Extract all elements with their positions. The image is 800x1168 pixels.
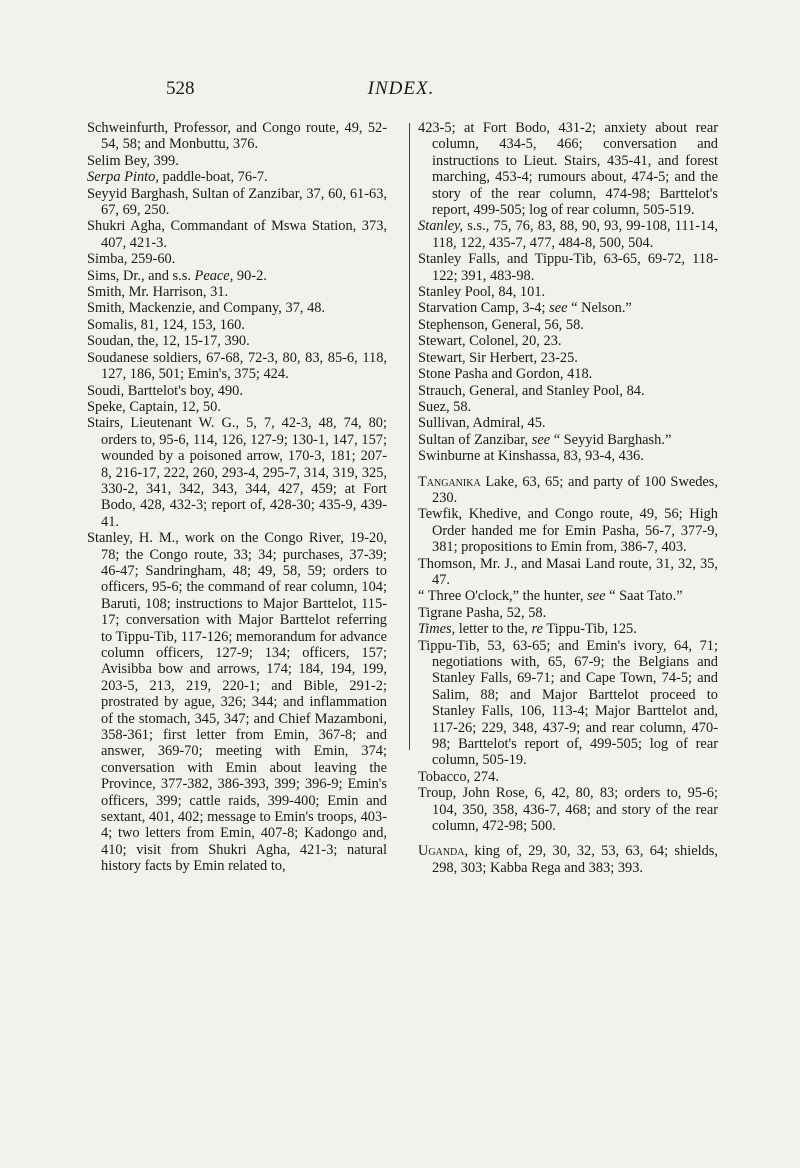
entry-text: Stewart, Sir Herbert, 23-25. (418, 349, 578, 366)
index-entry (87, 399, 387, 415)
index-entry (87, 333, 387, 349)
entry-text: Somalis, 81, 124, 153, 160. (87, 316, 245, 333)
entry-text: Uganda, (418, 843, 469, 860)
entry-text: Swinburne at Kinshassa, 83, 93-4, 436. (418, 448, 644, 465)
entry-text: “ Saat Tato.” (605, 588, 683, 605)
index-entry (87, 350, 387, 383)
entry-text: Stanley Falls, and Tippu-Tib, 63-65, 69-72, 118-122; 391, 483-98. (418, 251, 718, 284)
index-entry (418, 506, 718, 555)
entry-text: Shukri Agha, Commandant of Mswa Station, 373, 407, 421-3. (87, 218, 387, 251)
entry-text: Troup, John Rose, 6, 42, 80, 83; orders to, 95-6; 104, 350, 358, 436-7, 468; and story of the rear column, 472-98; 500. (418, 785, 718, 835)
entry-text: “ Three O'clock,” the hunter, (418, 588, 588, 605)
entry-text: Thomson, Mr. J., and Masai Land route, 31, 32, 35, 47. (418, 555, 718, 588)
entry-text: Strauch, General, and Stanley Pool, 84. (418, 382, 645, 399)
index-entry (87, 251, 387, 267)
entry-text: Suez, 58. (418, 398, 472, 415)
entry-text: Lake, 63, 65; and party of 100 Swedes, 230. (432, 473, 718, 506)
entry-text: Times, (418, 621, 456, 638)
entry-text: re (531, 621, 543, 638)
entry-text: Schweinfurth, Professor, and Congo route, 49, 52-54, 58; and Monbuttu, 376. (87, 120, 387, 153)
entry-text: Simba, 259-60. (87, 251, 176, 268)
entry-text: Selim Bey, 399. (87, 152, 179, 169)
entry-text: letter to the, (455, 621, 532, 638)
index-entry (87, 415, 387, 530)
entry-text: Stanley, (418, 218, 464, 235)
entry-text: Seyyid Barghash, Sultan of Zanzibar, 37, 60, 61-63, 67, 69, 250. (87, 185, 387, 219)
index-entry (418, 556, 718, 589)
index-entry (87, 218, 387, 251)
index-entry (418, 588, 718, 604)
index-entry (418, 218, 718, 251)
page-number: 528 (166, 78, 195, 99)
index-entry (87, 530, 387, 875)
entry-text: Stairs, Lieutenant W. G., 5, 7, 42-3, 48, 74, 80; orders to, 95-6, 114, 126, 127-9; 130-1, 147, 157; wounded by a poisoned arrow, 170-3, 181; 207-8, 216-17, 222, 260, 293-4, 295-7, 314, 319, 325, 330-2, 341, 342, 343, 344, 427, 459; at Fort Bodo, 428, 432-3; report of, 428-30; 435-9, 439-41. (87, 415, 387, 530)
index-entry (87, 383, 387, 399)
index-entry (418, 383, 718, 399)
index-entry (87, 169, 387, 185)
entry-text: paddle-boat, 76-7. (158, 169, 268, 186)
index-entry (87, 120, 387, 153)
entry-text: 423-5; at Fort Bodo, 431-2; anxiety about rear column, 434-5, 466; conversation and instructions to Lieut. Stairs, 435-41, and forest marching, 453-4; rumours about, 474-5; and the story of the rear column, 474-98; Barttelot's report, 499-505; log of rear column, 505-519. (418, 120, 718, 219)
index-entry (418, 621, 718, 637)
entry-text: Stephenson, General, 56, 58. (418, 316, 584, 333)
entry-text: Tobacco, 274. (418, 768, 499, 785)
entry-text: Smith, Mackenzie, and Company, 37, 48. (87, 300, 326, 317)
index-entry (418, 785, 718, 834)
column-divider (409, 123, 410, 750)
entry-text: Stone Pasha and Gordon, 418. (418, 366, 593, 383)
entry-text: see (549, 300, 568, 317)
entry-text: Sultan of Zanzibar, (418, 431, 532, 448)
entry-text: s.s., 75, 76, 83, 88, 90, 93, 99-108, 111-14, 118, 122, 435-7, 477, 484-8, 500, 504. (432, 218, 718, 251)
running-title: INDEX. (367, 78, 435, 99)
entry-text: Tigrane Pasha, 52, 58. (418, 604, 547, 621)
entry-text: Stanley Pool, 84, 101. (418, 284, 546, 301)
entry-text: Sims, Dr., and s.s. (87, 267, 195, 284)
index-entry (418, 432, 718, 448)
index-entry (418, 769, 718, 785)
entry-text: Soudan, the, 12, 15-17, 390. (87, 333, 250, 350)
index-entry (87, 186, 387, 219)
index-entry (418, 843, 718, 876)
entry-text: Soudanese soldiers, 67-68, 72-3, 80, 83, 85-6, 118, 127, 186, 501; Emin's, 375; 424. (87, 349, 387, 383)
entry-text: “ Nelson.” (567, 300, 632, 317)
index-entry (418, 415, 718, 431)
index-entry (418, 399, 718, 415)
index-entry (87, 317, 387, 333)
entry-text: Starvation Camp, 3-4; (418, 300, 550, 317)
entry-text: Sullivan, Admiral, 45. (418, 415, 546, 432)
entry-text: Stanley, H. M., work on the Congo River, 19-20, 78; the Congo route, 33; 34; purchases, 37-39; 46-47; Sandringham, 48; 49, 58, 59; orders to officers, 95-6; the command of rear column, 104; Baruti, 108; instructions to Major Barttelot, 115-17; conversation with Major Barttelot referring to Tippu-Tib, 117-126; memorandum for advance column officers, 127-9; 134; officers, 157; Avisibba bow and arrows, 174; 184, 194, 199, 203-5, 213, 219, 220-1; and Bible, 291-2; prostrated by ague, 326; 344; and inflammation of the stomach, 345, 347; and Chief Mazamboni, 358-361; first letter from Emin, 367-8; and answer, 369-70; meeting with Emin, 374; conversation with Emin about leaving the Province, 377-382, 386-393, 399; 396-9; Emin's officers, 399; cattle raids, 399-400; Emin and sextant, 401, 402; message to Emin's troops, 403-4; two letters from Emin, 407-8; Kadongo and, 410; visit from Shukri Agha, 421-3; natural history facts by Emin related to, (87, 530, 387, 875)
entry-text: “ Seyyid Barghash.” (550, 431, 672, 448)
entry-text: Peace, (194, 267, 234, 284)
index-column-left (87, 120, 387, 875)
index-entry (87, 300, 387, 316)
index-entry (418, 284, 718, 300)
entry-text: Serpa Pinto, (87, 169, 159, 186)
index-entry (87, 284, 387, 300)
entry-text: Tanganika (418, 473, 481, 490)
entry-text: Smith, Mr. Harrison, 31. (87, 284, 229, 301)
entry-text: see (587, 588, 606, 605)
index-column-right (418, 120, 718, 876)
entry-text: Speke, Captain, 12, 50. (87, 398, 221, 415)
entry-text: king of, 29, 30, 32, 53, 63, 64; shields, 298, 303; Kabba Rega and 383; 393. (432, 843, 718, 876)
index-entry (418, 448, 718, 464)
entry-text: Stewart, Colonel, 20, 23. (418, 333, 562, 350)
entry-text: 90-2. (233, 267, 267, 284)
index-entry (418, 366, 718, 382)
entry-text: Soudi, Barttelot's boy, 490. (87, 382, 243, 399)
index-entry (87, 268, 387, 284)
index-entry (418, 317, 718, 333)
index-entry (418, 333, 718, 349)
index-entry (418, 474, 718, 507)
entry-text: see (531, 431, 551, 448)
index-entry (418, 120, 718, 218)
index-entry (418, 251, 718, 284)
entry-text: Tewfik, Khedive, and Congo route, 49, 56; High Order handed me for Emin Pasha, 56-7, 377-9, 381; propositions to Emin from, 386-7, 403. (418, 506, 718, 556)
index-entry (418, 350, 718, 366)
entry-text: Tippu-Tib, 125. (542, 621, 637, 638)
index-entry (418, 605, 718, 621)
index-entry (418, 638, 718, 769)
entry-text: Tippu-Tib, 53, 63-65; and Emin's ivory, 64, 71; negotiations with, 65, 67-9; the Belgians and Stanley Falls, 69-71; and Cape Town, 74-5; and Salim, 88; and Major Barttelot proceed to Stanley Falls, 106, 113-4; Major Barttelot and, 117-26; 229, 348, 437-9; and rear column, 470-98; Barttelot's report of, 499-505; log of rear column, 505-19. (418, 637, 718, 769)
index-entry (87, 153, 387, 169)
index-entry (418, 300, 718, 316)
